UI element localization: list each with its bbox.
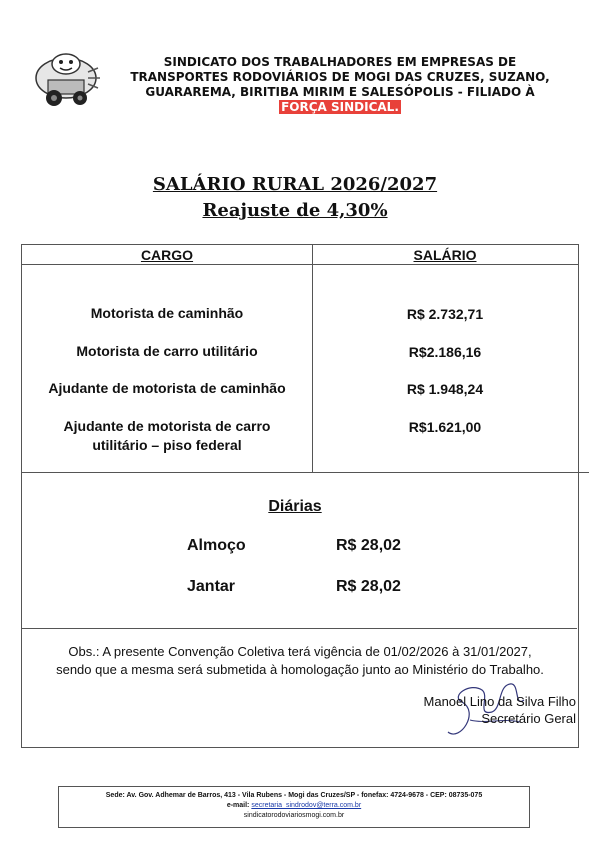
page-subtitle: Reajuste de 4,30% xyxy=(202,200,388,221)
union-name: SINDICATO DOS TRABALHADORES EM EMPRESAS DE TRANSPORTES RODOVIÁRIOS DE MOGI DAS CRUZES, SUZANO, GUARAREMA, BIRITIBA MIRIM E SALESÓPOLIS - FILIADO À xyxy=(130,55,550,99)
table-bottom-divider xyxy=(21,472,589,473)
footer-box xyxy=(58,786,530,828)
union-header xyxy=(120,55,560,115)
diaria-value-jantar: R$ 28,02 xyxy=(336,578,401,595)
diarias-title: Diárias xyxy=(268,498,322,515)
table-row-salario: R$2.186,16 xyxy=(408,344,482,360)
diaria-label-almoco: Almoço xyxy=(187,537,246,554)
table-row-salario: R$ 1.948,24 xyxy=(406,381,484,397)
table-header-divider xyxy=(21,264,579,265)
footer-email-line xyxy=(59,801,529,811)
table-row-cargo: Ajudante de motorista de carro utilitário – piso federal xyxy=(63,418,271,453)
page-title: SALÁRIO RURAL 2026/2027 xyxy=(152,174,438,195)
column-header-salario: SALÁRIO xyxy=(413,247,477,263)
footer-email-label: e-mail: xyxy=(226,802,250,809)
table-row-cargo: Ajudante de motorista de caminhão xyxy=(48,380,286,396)
table-column-divider xyxy=(312,244,313,473)
diarias-bottom-divider xyxy=(21,628,577,629)
column-header-cargo: CARGO xyxy=(140,247,194,263)
signature-scribble xyxy=(440,672,530,748)
observation-line-2: sendo que a mesma será submetida à homologação junto ao Ministério do Trabalho. xyxy=(56,662,544,677)
diaria-value-almoco: R$ 28,02 xyxy=(336,537,401,554)
footer-website[interactable]: sindicatorodoviariosmogi.com.br xyxy=(243,812,345,819)
table-row-salario: R$ 2.732,71 xyxy=(406,306,484,322)
footer-email-link[interactable]: secretaria_sindrodov@terra.com.br xyxy=(251,802,362,809)
table-row-cargo: Motorista de carro utilitário xyxy=(76,343,258,359)
truck-mascot-logo-icon xyxy=(22,50,102,112)
table-row-cargo: Motorista de caminhão xyxy=(90,305,244,321)
affiliation-badge: FORÇA SINDICAL. xyxy=(281,100,399,114)
observation-line-1: Obs.: A presente Convenção Coletiva terá vigência de 01/02/2026 à 31/01/2027, xyxy=(68,644,532,659)
diaria-label-jantar: Jantar xyxy=(187,578,236,595)
footer-address: Sede: Av. Gov. Adhemar de Barros, 413 - Vila Rubens - Mogi das Cruzes/SP - fonefax: 4724-9678 - CEP: 08735-075 xyxy=(105,792,483,799)
table-row-salario: R$1.621,00 xyxy=(408,419,482,435)
signatory-name: Manoel Lino da Silva Filho xyxy=(423,694,576,709)
signatory-role: Secretário Geral xyxy=(481,711,576,726)
